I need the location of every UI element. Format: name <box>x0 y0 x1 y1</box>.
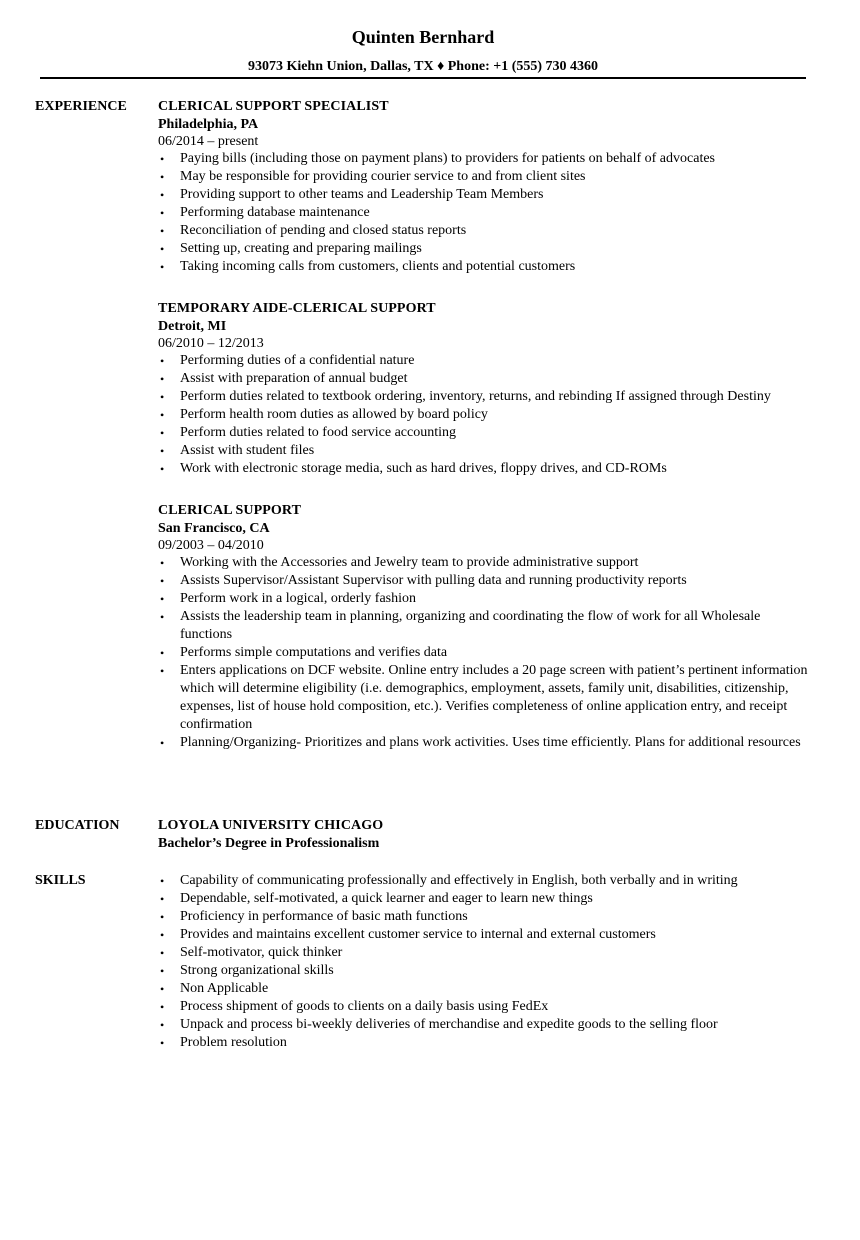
list-item: • Assists the leadership team in planning, organizing and coordinating the flow of work for all Wholesale functions <box>158 608 808 644</box>
job-title: CLERICAL SUPPORT <box>158 503 302 518</box>
contact-line: 93073 Kiehn Union, Dallas, TX ♦ Phone: +1 (555) 730 4360 <box>247 59 599 74</box>
list-item: • Assist with student files <box>158 442 808 460</box>
list-item: • Process shipment of goods to clients on a daily basis using FedEx <box>158 998 808 1016</box>
list-item: • Proficiency in performance of basic math functions <box>158 908 808 926</box>
list-item: • Taking incoming calls from customers, clients and potential customers <box>158 258 808 276</box>
section-label-skills: SKILLS <box>35 873 86 888</box>
list-item: • Planning/Organizing- Prioritizes and plans work activities. Uses time efficiently. Plans for additional resources <box>158 734 808 752</box>
job-duties-list <box>158 150 808 276</box>
list-item: • May be responsible for providing courier service to and from client sites <box>158 168 808 186</box>
list-item: • Perform duties related to food service accounting <box>158 424 808 442</box>
job-entry <box>158 300 808 478</box>
list-item: • Performing database maintenance <box>158 204 808 222</box>
section-label-experience: EXPERIENCE <box>35 99 127 114</box>
list-item: • Assists Supervisor/Assistant Supervisor with pulling data and running productivity reports <box>158 572 808 590</box>
list-item: • Strong organizational skills <box>158 962 808 980</box>
list-item: • Self-motivator, quick thinker <box>158 944 808 962</box>
list-item: • Non Applicable <box>158 980 808 998</box>
job-location: Philadelphia, PA <box>158 117 259 132</box>
job-location: San Francisco, CA <box>158 521 270 536</box>
header-divider <box>40 77 806 79</box>
school-name: LOYOLA UNIVERSITY CHICAGO <box>158 818 384 833</box>
job-title: CLERICAL SUPPORT SPECIALIST <box>158 99 389 114</box>
list-item: • Performing duties of a confidential nature <box>158 352 808 370</box>
job-duties-list <box>158 554 808 752</box>
list-item: • Providing support to other teams and Leadership Team Members <box>158 186 808 204</box>
job-entry <box>158 98 808 276</box>
list-item: • Enters applications on DCF website. Online entry includes a 20 page screen with patient’s pertinent information which will determine eligibility (i.e. demographics, employment, assets, family unit, disabilities, citizenship, expenses, list of house hold composition, etc.). Verifies completeness of online application entry, and receipt confirmation <box>158 662 808 734</box>
job-duties-list <box>158 352 808 478</box>
job-dates: 06/2014 – present <box>158 134 259 149</box>
job-entry <box>158 502 808 752</box>
job-title: TEMPORARY AIDE-CLERICAL SUPPORT <box>158 301 436 316</box>
job-location: Detroit, MI <box>158 319 227 334</box>
list-item: • Work with electronic storage media, such as hard drives, floppy drives, and CD-ROMs <box>158 460 808 478</box>
list-item: • Working with the Accessories and Jewelry team to provide administrative support <box>158 554 808 572</box>
list-item: • Reconciliation of pending and closed status reports <box>158 222 808 240</box>
list-item: • Dependable, self-motivated, a quick learner and eager to learn new things <box>158 890 808 908</box>
job-dates: 09/2003 – 04/2010 <box>158 538 264 553</box>
list-item: • Perform duties related to textbook ordering, inventory, returns, and rebinding If assigned through Destiny <box>158 388 808 406</box>
list-item: • Perform work in a logical, orderly fashion <box>158 590 808 608</box>
list-item: • Paying bills (including those on payment plans) to providers for patients on behalf of advocates <box>158 150 808 168</box>
list-item: • Performs simple computations and verifies data <box>158 644 808 662</box>
list-item: • Assist with preparation of annual budget <box>158 370 808 388</box>
list-item: • Setting up, creating and preparing mailings <box>158 240 808 258</box>
candidate-name: Quinten Bernhard <box>351 27 495 47</box>
list-item: • Capability of communicating professionally and effectively in English, both verbally and in writing <box>158 872 808 890</box>
degree: Bachelor’s Degree in Professionalism <box>158 836 380 851</box>
resume-header <box>40 26 806 75</box>
list-item: • Perform health room duties as allowed by board policy <box>158 406 808 424</box>
list-item: • Problem resolution <box>158 1034 808 1052</box>
section-label-education: EDUCATION <box>35 818 120 833</box>
job-dates: 06/2010 – 12/2013 <box>158 336 264 351</box>
list-item: • Unpack and process bi-weekly deliveries of merchandise and expedite goods to the selling floor <box>158 1016 808 1034</box>
skills-list <box>158 872 808 1052</box>
list-item: • Provides and maintains excellent customer service to internal and external customers <box>158 926 808 944</box>
